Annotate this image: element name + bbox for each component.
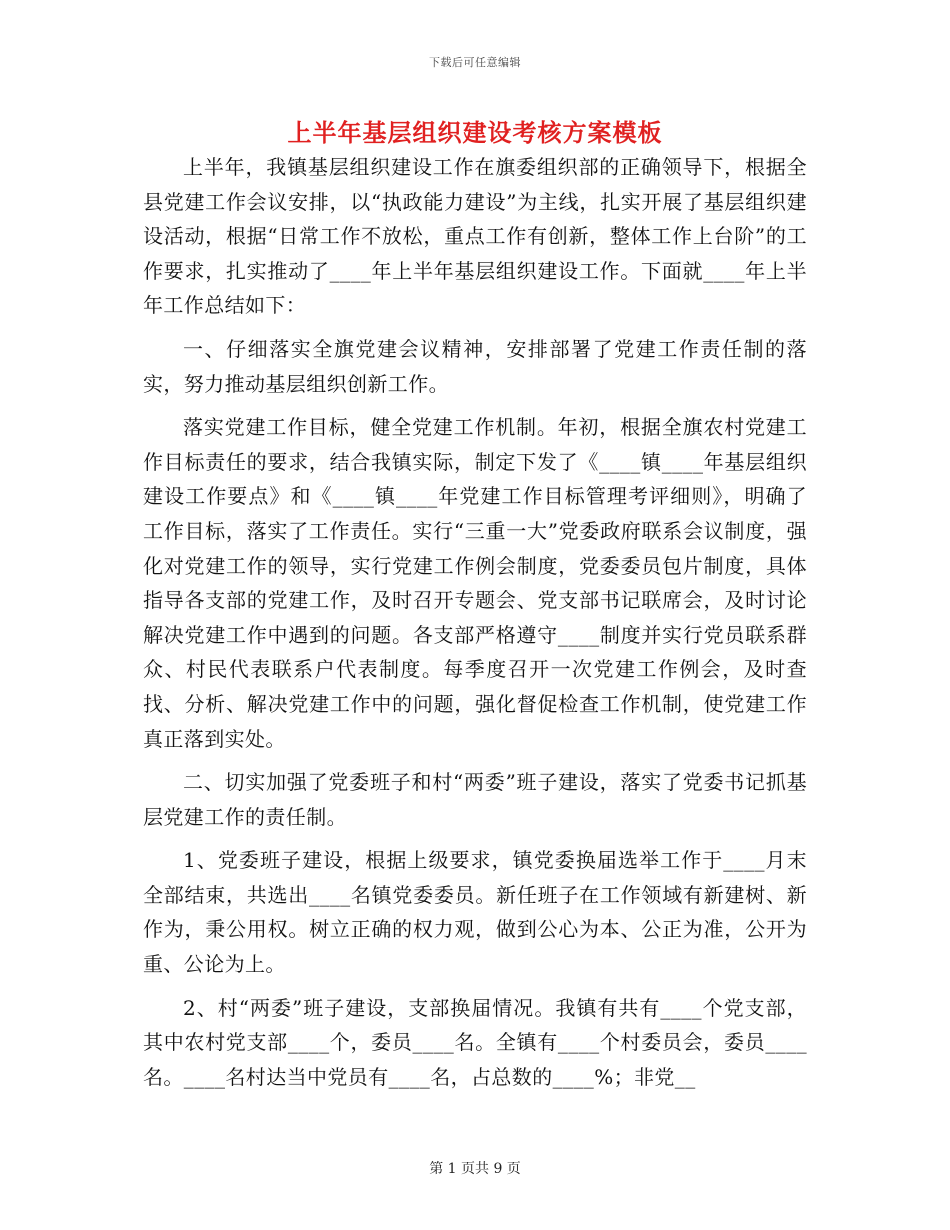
document-title: 上半年基层组织建设考核方案模板 [287,118,663,147]
page-number-footer: 第 1 页共 9 页 [429,1161,521,1177]
paragraph-item-one: 1、党委班子建设，根据上级要求，镇党委换届选举工作于____月末全部结束，共选出____名镇党委委员。新任班子在工作领域有新建树、新作为，秉公用权。树立正确的权力观，做到公心为本、公正为准，公开为重、公论为上。 [143,848,807,977]
paragraph-section-one-body: 落实党建工作目标，健全党建工作机制。年初，根据全旗农村党建工作目标责任的要求，结合我镇实际，制定下发了《____镇____年基层组织建设工作要点》和《____镇____年党建工作目标管理考评细则》，明确了工作目标，落实了工作责任。实行“三重一大”党委政府联系会议制度，强化对党建工作的领导，实行党建工作例会制度，党委委员包片制度，具体指导各支部的党建工作，及时召开专题会、党支部书记联席会，及时讨论解决党建工作中遇到的问题。各支部严格遵守____制度并实行党员联系群众、村民代表联系户代表制度。每季度召开一次党建工作例会，及时查找、分析、解决党建工作中的问题，强化督促检查工作机制，使党建工作真正落到实处。 [143,415,807,751]
paragraph-section-two-heading: 二、切实加强了党委班子和村“两委”班子建设，落实了党委书记抓基层党建工作的责任制。 [143,770,807,829]
document-body [143,150,807,1094]
paragraph-section-one-heading: 一、仔细落实全旗党建会议精神，安排部署了党建工作责任制的落实，努力推动基层组织创新工作。 [143,336,807,396]
paragraph-intro: 上半年，我镇基层组织建设工作在旗委组织部的正确领导下，根据全县党建工作会议安排，以“执政能力建设”为主线，扎实开展了基层组织建设活动，根据“日常工作不放松，重点工作有创新，整体工作上台阶”的工作要求，扎实推动了____年上半年基层组织建设工作。下面就____年上半年工作总结如下： [143,155,807,318]
header-note: 下载后可任意编辑 [429,56,521,69]
paragraph-item-two: 2、村“两委”班子建设，支部换届情况。我镇有共有____个党支部，其中农村党支部____个，委员____名。全镇有____个村委员会，委员____名。____名村达当中党员有____名，占总数的____%；非党__ [143,995,807,1089]
